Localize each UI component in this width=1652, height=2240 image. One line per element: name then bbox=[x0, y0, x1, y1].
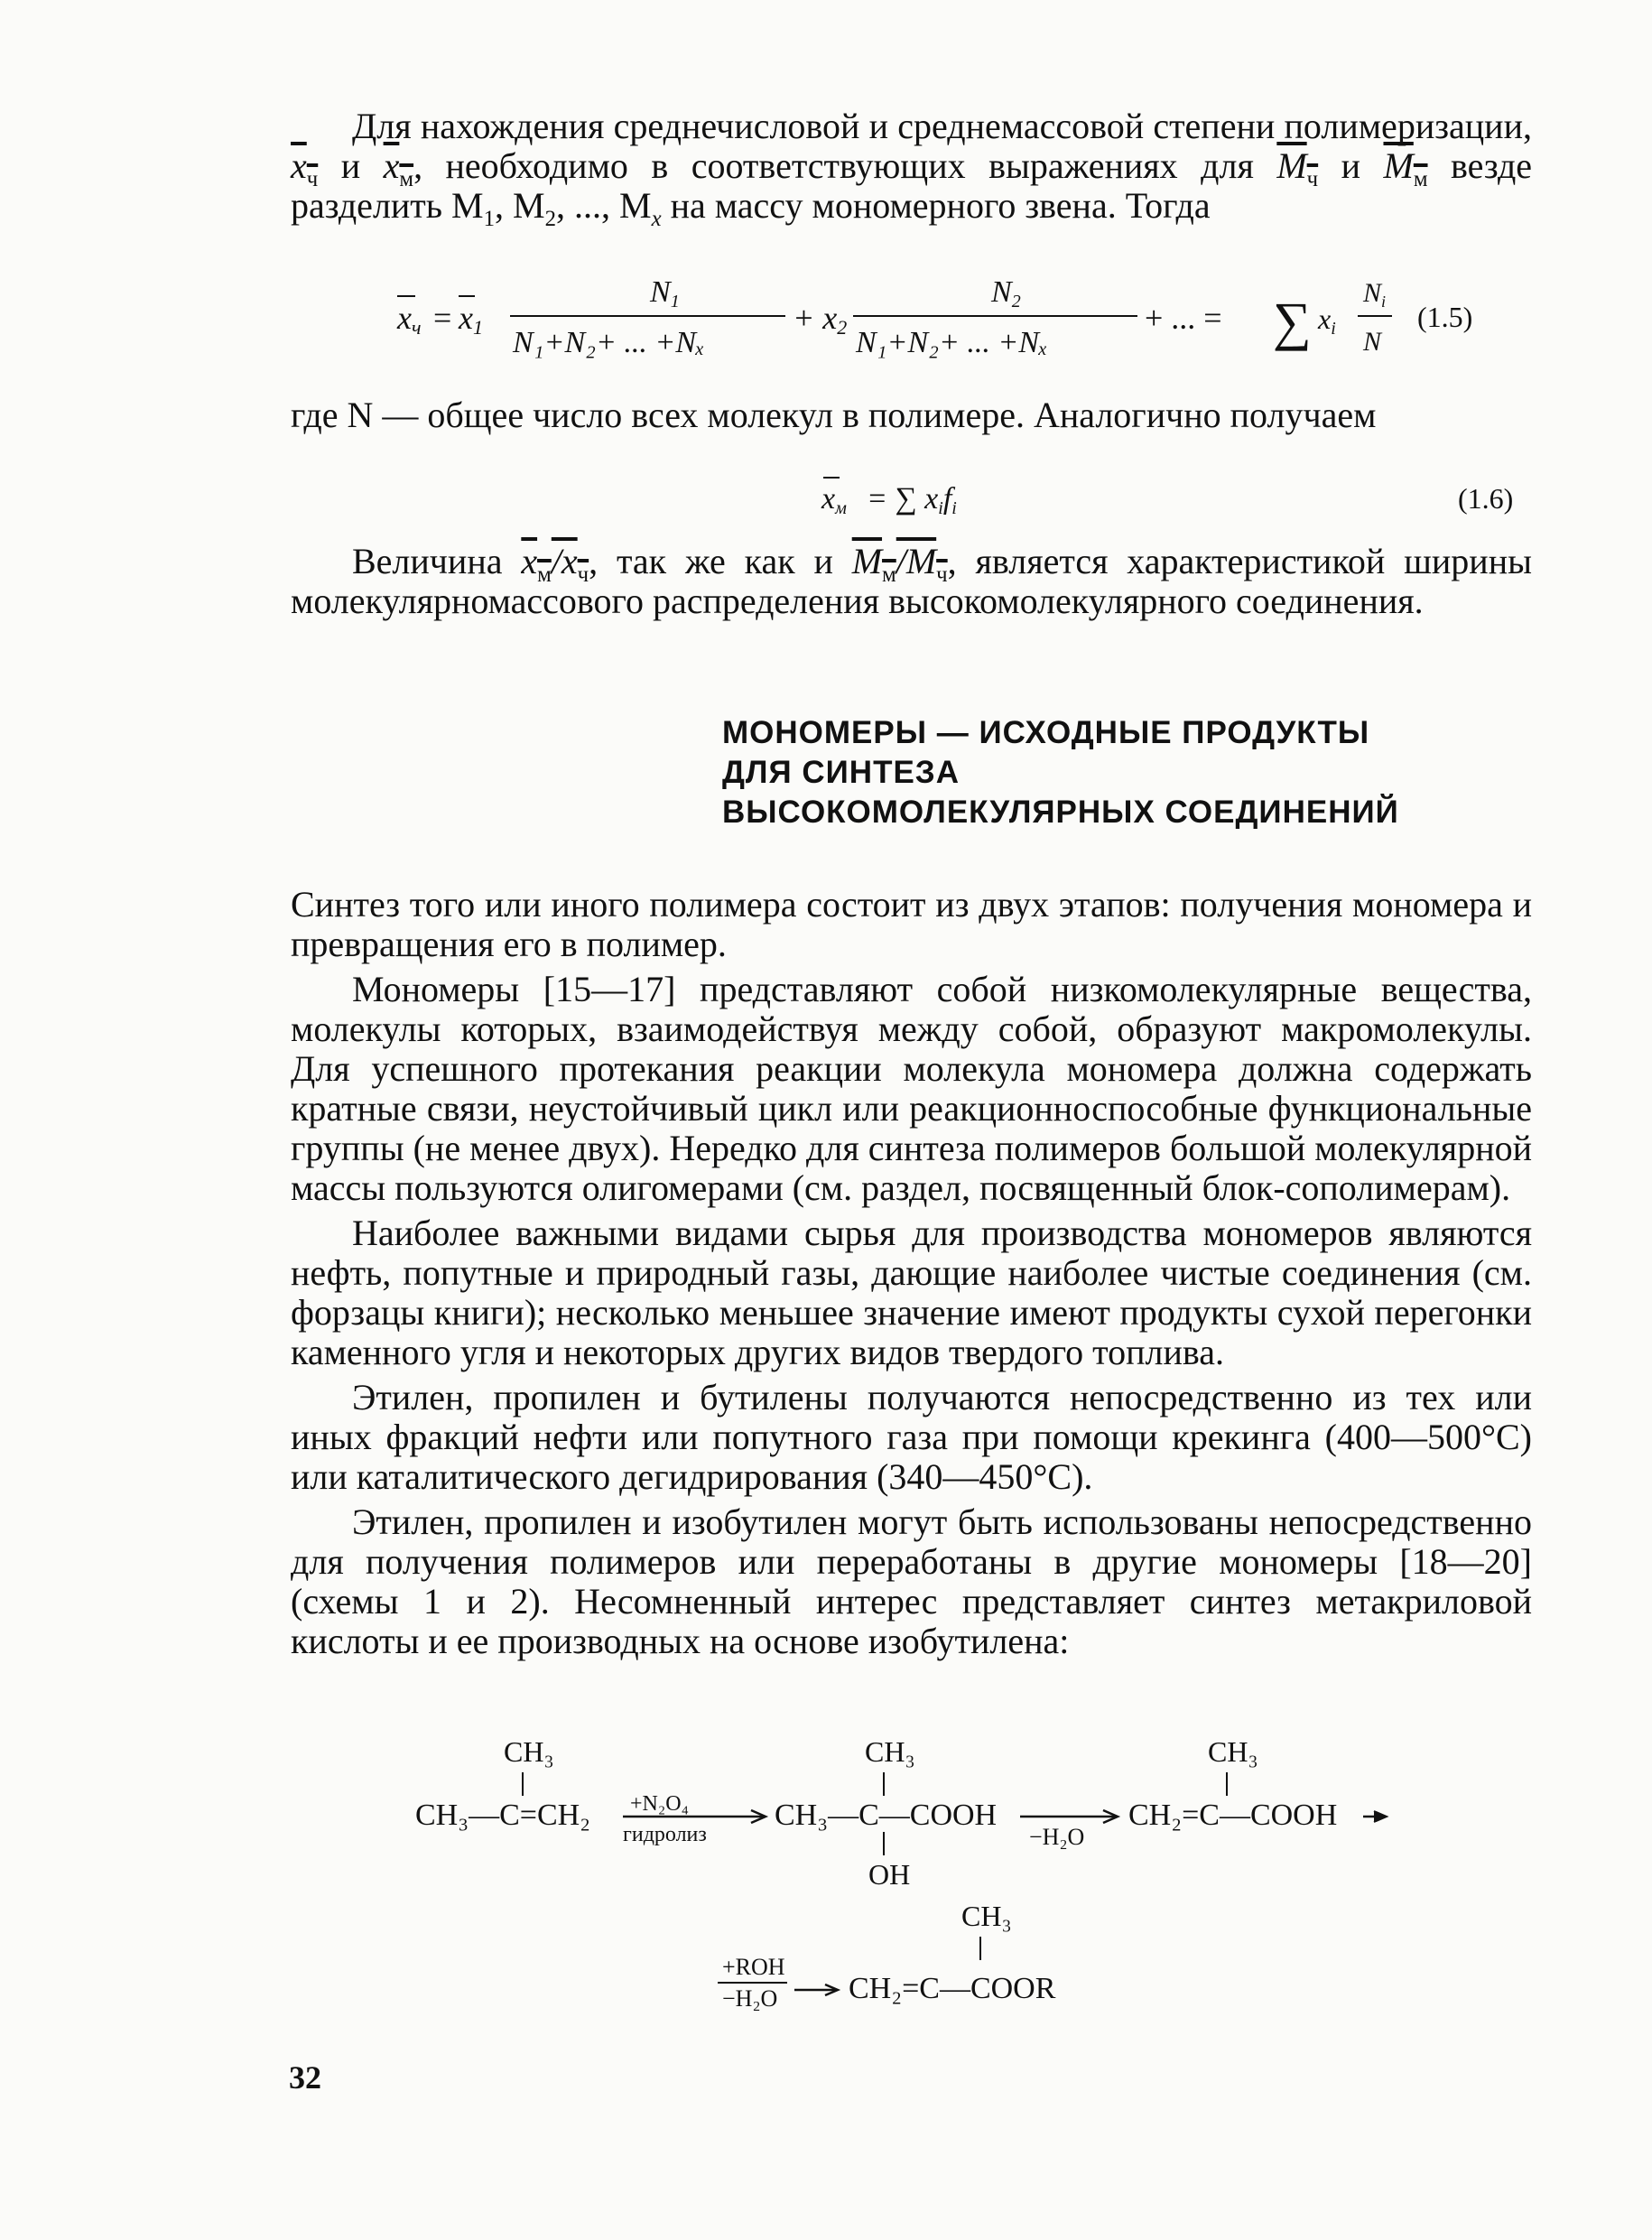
x1: x1 bbox=[459, 300, 483, 339]
text: , ..., M bbox=[555, 185, 652, 226]
value-paragraph bbox=[291, 542, 1532, 621]
equation-1-5 bbox=[388, 269, 1562, 368]
sub: ч bbox=[577, 562, 589, 587]
text: , необходимо в соответствующих выражениях для bbox=[413, 145, 1254, 186]
section-heading bbox=[722, 713, 1499, 832]
symbol: x bbox=[521, 541, 538, 581]
sub: м bbox=[882, 562, 896, 587]
eq16-rhs: = ∑ xifi bbox=[867, 482, 957, 518]
symbol: /x bbox=[551, 541, 578, 581]
eq-sign: = bbox=[433, 300, 452, 336]
intro-paragraph: Для нахождения среднечисловой и среднемассовой степени полимеризации, $x_ч$ и $x_м$, необходимо в соответствующих выражениях для $M_ч$ и $M_м$ везде разделить $M_1$, $M_2$, ..., $M_x$ на массу мономерного звена. Тогда bbox=[291, 106, 1533, 231]
plus-x2: + x2 bbox=[793, 300, 848, 339]
oh-label: OH bbox=[868, 1858, 911, 1891]
heading-line: ВЫСОКОМОЛЕКУЛЯРНЫХ СОЕДИНЕНИЙ bbox=[722, 795, 1399, 830]
sigma: ∑ bbox=[1273, 292, 1312, 351]
xi: xi bbox=[1318, 302, 1336, 339]
sub: x bbox=[651, 207, 662, 231]
methacrylate-ester: CH₂=C—COOR bbox=[849, 1972, 1056, 2005]
arrow2-condition: −H₂O bbox=[1029, 1824, 1085, 1850]
ch3-label: CH₃ bbox=[865, 1735, 915, 1768]
isobutylene: CH₃—C=CH₂ bbox=[415, 1799, 591, 1832]
where-paragraph bbox=[291, 395, 1532, 435]
frac1-num: N1 bbox=[650, 275, 680, 311]
eq-lhs: xч bbox=[397, 300, 422, 339]
arrow3-reagent: +ROH bbox=[722, 1954, 785, 1980]
symbol-x: x bbox=[383, 145, 400, 186]
heading-line: МОНОМЕРЫ — ИСХОДНЫЕ ПРОДУКТЫ bbox=[722, 715, 1370, 750]
symbol-x: x bbox=[291, 145, 307, 186]
arrow3-condition: −H₂O bbox=[722, 1985, 778, 2012]
text: , является характеристикой ширины молекулярномассового распределения высокомолекулярного соединения. bbox=[291, 541, 1532, 621]
text: и bbox=[1341, 145, 1361, 186]
heading-line: ДЛЯ СИНТЕЗА bbox=[722, 755, 961, 790]
text: , так же как и bbox=[589, 541, 833, 581]
sub: ч bbox=[1306, 167, 1319, 191]
n-den: N bbox=[1363, 327, 1382, 357]
sub: ч bbox=[936, 562, 948, 587]
ch3-label: CH₃ bbox=[504, 1735, 554, 1768]
reaction-scheme bbox=[397, 1729, 1535, 2027]
text: везде разделить M bbox=[291, 145, 1533, 226]
symbol: M bbox=[851, 541, 883, 581]
body-text bbox=[291, 885, 1532, 1661]
sub: м bbox=[1413, 167, 1428, 191]
page-number: 32 bbox=[289, 2059, 321, 2096]
symbol-M: M bbox=[1276, 145, 1307, 186]
paragraph: Мономеры [15—17] представляют собой низкомолекулярные вещества, молекулы которых, взаимодействуя между собой, образуют макромолекулы. Для успешного протекания реакции молекула мономера должна содержать кратные связи, неустойчивый цикл или реакционноспособные функциональные группы (не менее двух). Нередко для синтеза полимеров большой молекулярной массы пользуются олигомерами (см. раздел, посвященный блок-сополимерам). bbox=[291, 969, 1532, 1208]
hydroxy-acid: CH₃—C—COOH bbox=[775, 1799, 998, 1832]
paragraph: Этилен, пропилен и изобутилен могут быть использованы непосредственно для получения полимеров или переработаны в другие мономеры [18—20] (схемы 1 и 2). Несомненный интерес представляет синтез метакриловой кислоты и ее производных на основе изобутилена: bbox=[291, 1501, 1532, 1661]
symbol: /M bbox=[896, 541, 937, 581]
sub: м bbox=[537, 562, 552, 587]
plus-dots: + ... = bbox=[1145, 300, 1222, 336]
text: Величина bbox=[352, 541, 503, 581]
frac2-num: N2 bbox=[991, 275, 1021, 311]
sub: ч bbox=[306, 167, 319, 191]
text: на массу мономерного звена. Тогда bbox=[670, 185, 1211, 226]
arrow1-condition: гидролиз bbox=[623, 1823, 707, 1846]
text: Для нахождения среднечисловой и среднемассовой степени полимеризации, bbox=[352, 106, 1532, 146]
ch3-label: CH₃ bbox=[1208, 1735, 1258, 1768]
eq-number: (1.5) bbox=[1417, 301, 1473, 333]
paragraph: Синтез того или иного полимера состоит из двух этапов: получения мономера и превращения его в полимер. bbox=[291, 884, 1532, 964]
arrow1-reagent: +N₂O₄ bbox=[630, 1792, 689, 1816]
text: , M bbox=[495, 185, 545, 226]
frac1-den: N₁+N₂+ ... +Nₓ bbox=[513, 326, 705, 359]
paragraph: Этилен, пропилен и бутилены получаются непосредственно из тех или иных фракций нефти или попутного газа при помощи крекинга (400—500°С) или каталитического дегидрирования (340—450°С). bbox=[291, 1377, 1532, 1497]
frac2-den: N₁+N₂+ ... +Nₓ bbox=[856, 326, 1048, 359]
paragraph: Наиболее важными видами сырья для производства мономеров являются нефть, попутные и природный газы, дающие наиболее чистые соединения (см. форзацы книги); несколько меньшее значение имеют продукты сухой перегонки каменного угля и некоторых других видов твердого топлива. bbox=[291, 1213, 1532, 1372]
methacrylic-acid: CH₂=C—COOH bbox=[1128, 1799, 1338, 1832]
eq16-lhs: xм bbox=[821, 482, 847, 518]
equation-1-6 bbox=[812, 465, 1535, 528]
ch3-label: CH₃ bbox=[961, 1900, 1012, 1932]
text: и bbox=[340, 145, 361, 186]
symbol-M: M bbox=[1383, 145, 1414, 186]
eq16-number: (1.6) bbox=[1458, 482, 1514, 515]
where-text: где N — общее число всех молекул в полимере. Аналогично получаем bbox=[291, 395, 1377, 435]
ni: $N_i$ bbox=[1363, 278, 1387, 311]
sub: м bbox=[399, 167, 414, 191]
